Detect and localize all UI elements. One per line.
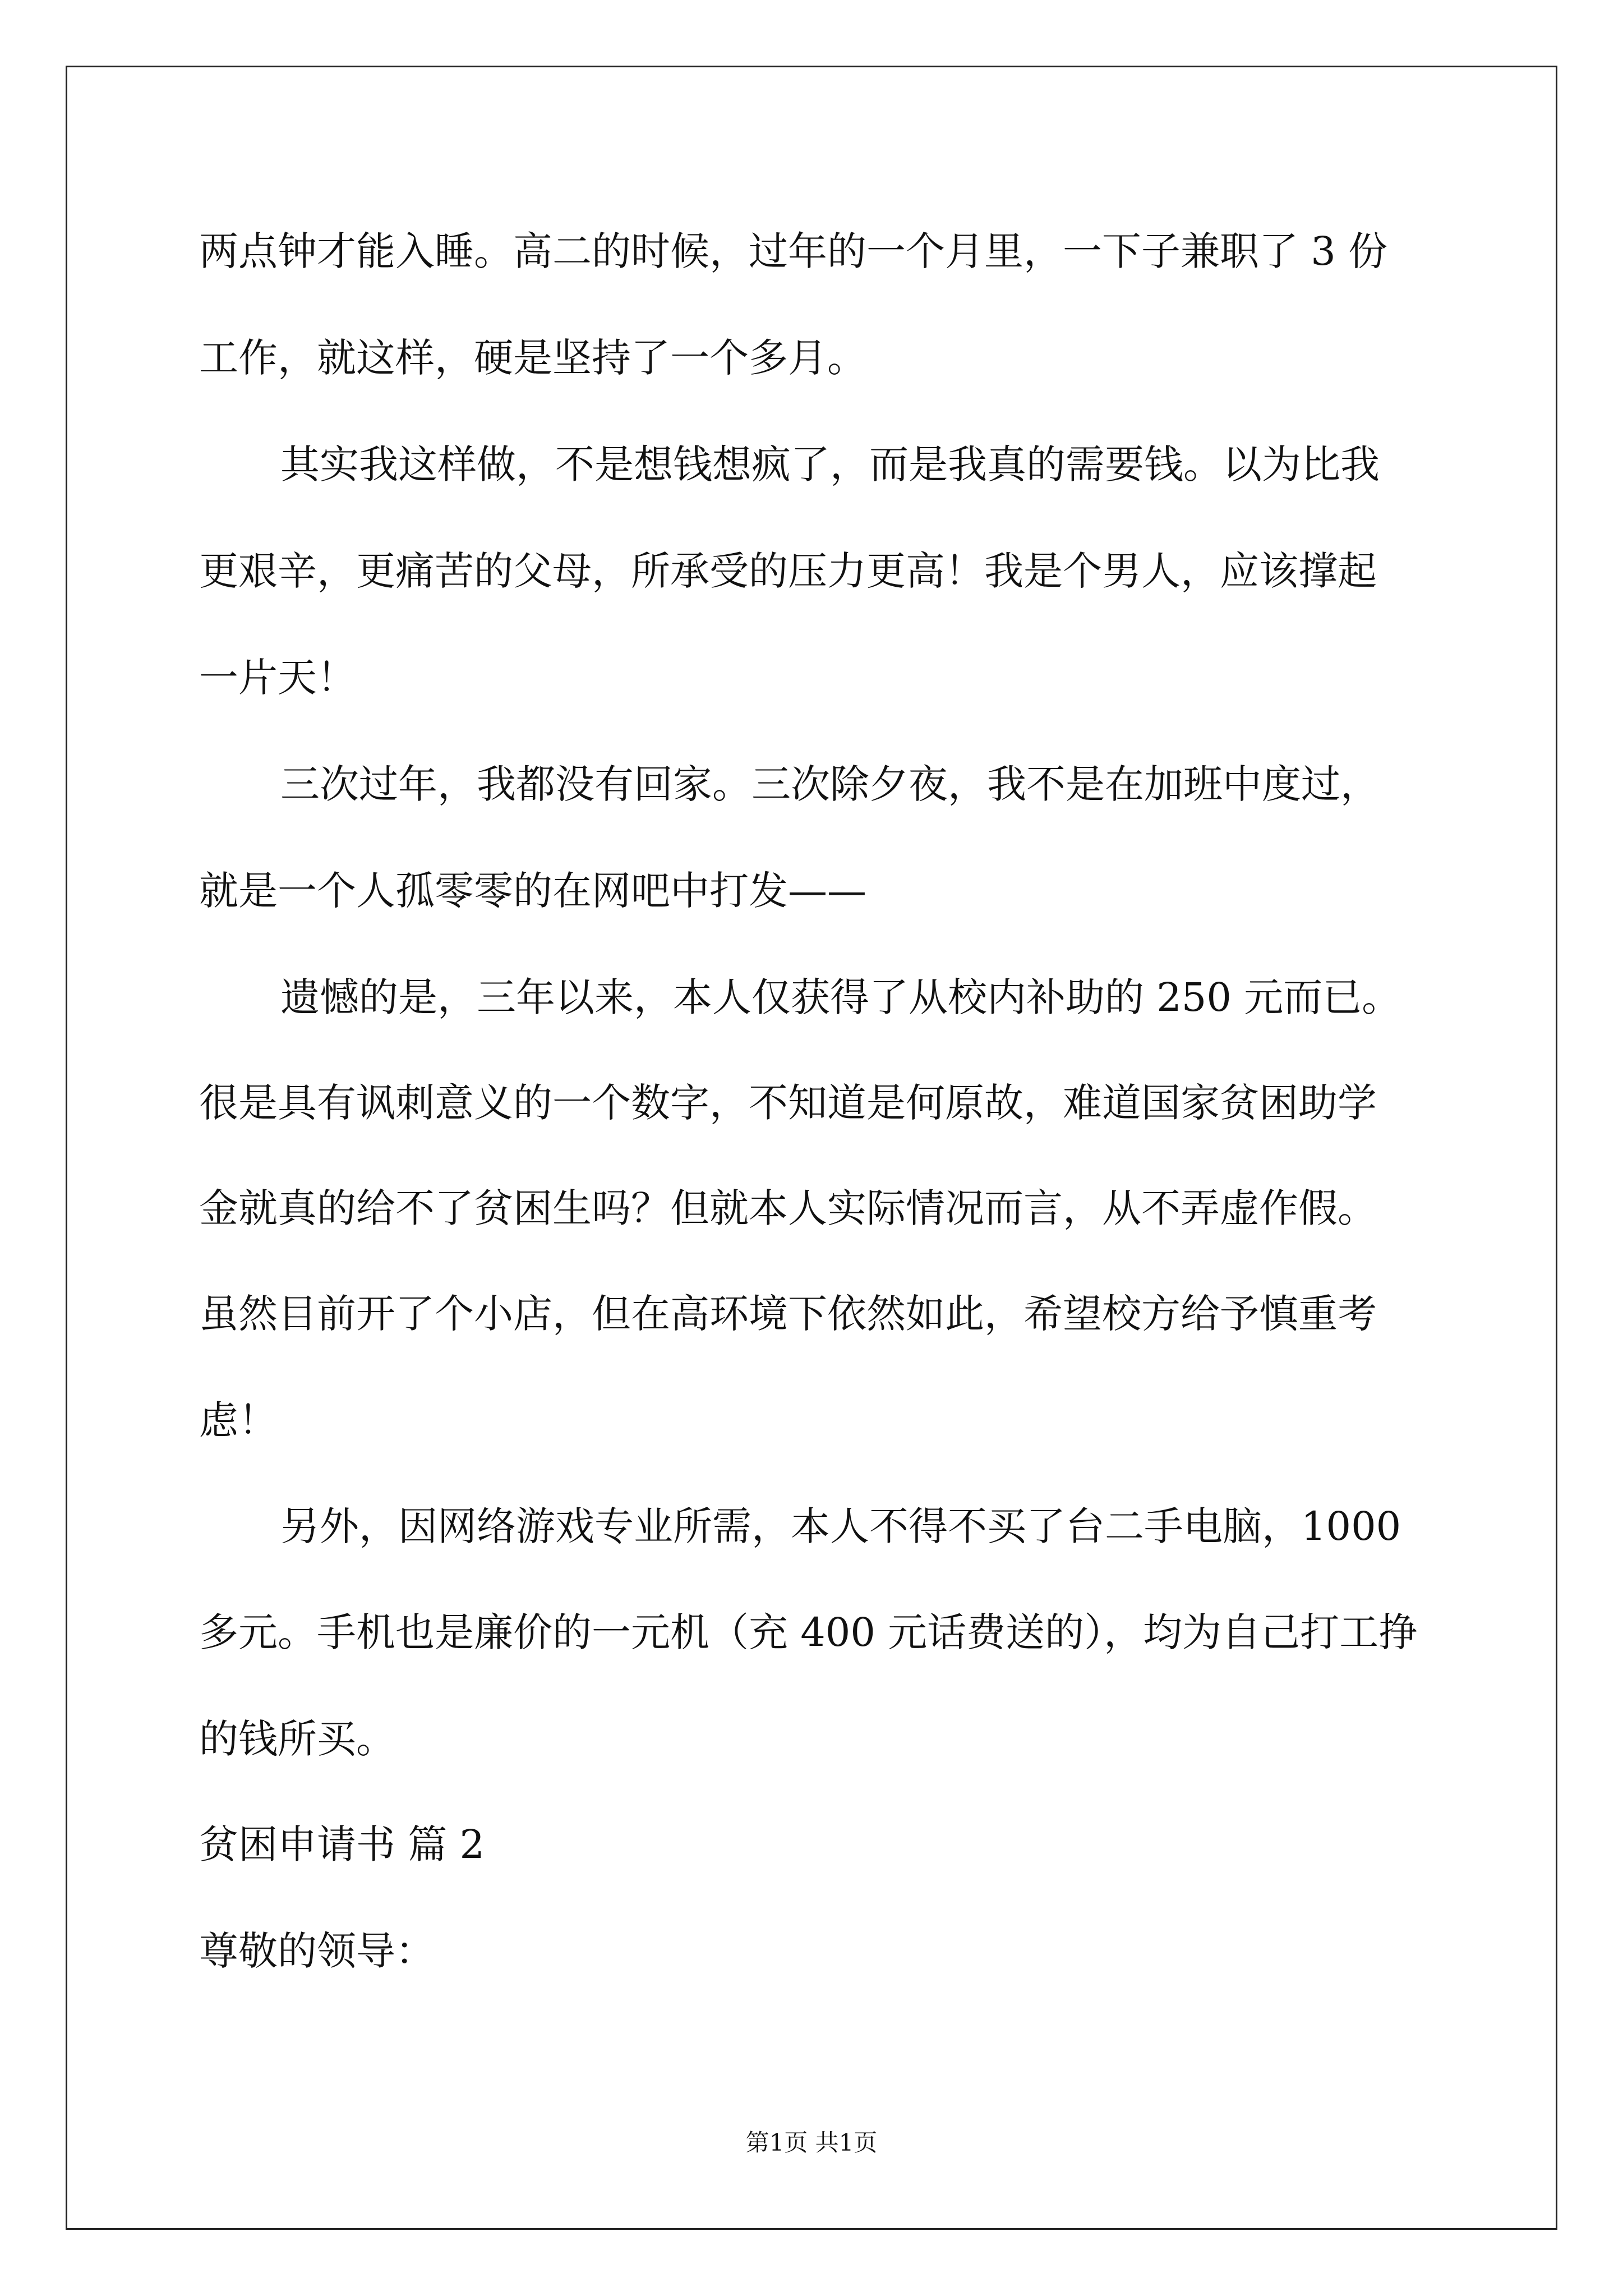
text-line: 很是具有讽刺意义的一个数字，不知道是何原故，难道国家贫困助学	[199, 1080, 1377, 1126]
paragraph-start-line: 其实我这样做，不是想钱想疯了，而是我真的需要钱。以为比我	[280, 441, 1380, 487]
page-border	[66, 66, 1557, 2230]
text-line: 两点钟才能入睡。高二的时候，过年的一个月里，一下子兼职了 3 份	[199, 228, 1388, 274]
salutation: 尊敬的领导：	[199, 1928, 435, 1974]
paragraph-start-line: 另外，因网络游戏专业所需，本人不得不买了台二手电脑，1000	[280, 1503, 1401, 1549]
paragraph-start-line: 三次过年，我都没有回家。三次除夕夜，我不是在加班中度过，	[280, 761, 1380, 807]
text-line: 金就真的给不了贫困生吗？但就本人实际情况而言，从不弄虚作假。	[199, 1185, 1377, 1231]
text-line: 一片天！	[199, 655, 356, 701]
page-footer: 第1页 共1页	[745, 2129, 878, 2156]
paragraph-start-line: 遗憾的是，三年以来，本人仅获得了从校内补助的 250 元而已。	[280, 974, 1401, 1020]
text-line: 的钱所买。	[199, 1716, 395, 1762]
text-line: 就是一个人孤零零的在网吧中打发——	[199, 868, 866, 914]
text-line: 更艰辛，更痛苦的父母，所承受的压力更高！我是个男人，应该撑起	[199, 548, 1377, 594]
text-line: 虽然目前开了个小店，但在高环境下依然如此，希望校方给予慎重考	[199, 1291, 1377, 1337]
text-line: 虑！	[199, 1397, 278, 1443]
text-line: 工作，就这样，硬是坚持了一个多月。	[199, 335, 866, 381]
section-heading: 贫困申请书 篇 2	[199, 1821, 485, 1867]
text-line: 多元。手机也是廉价的一元机（充 400 元话费送的），均为自己打工挣	[199, 1609, 1418, 1655]
